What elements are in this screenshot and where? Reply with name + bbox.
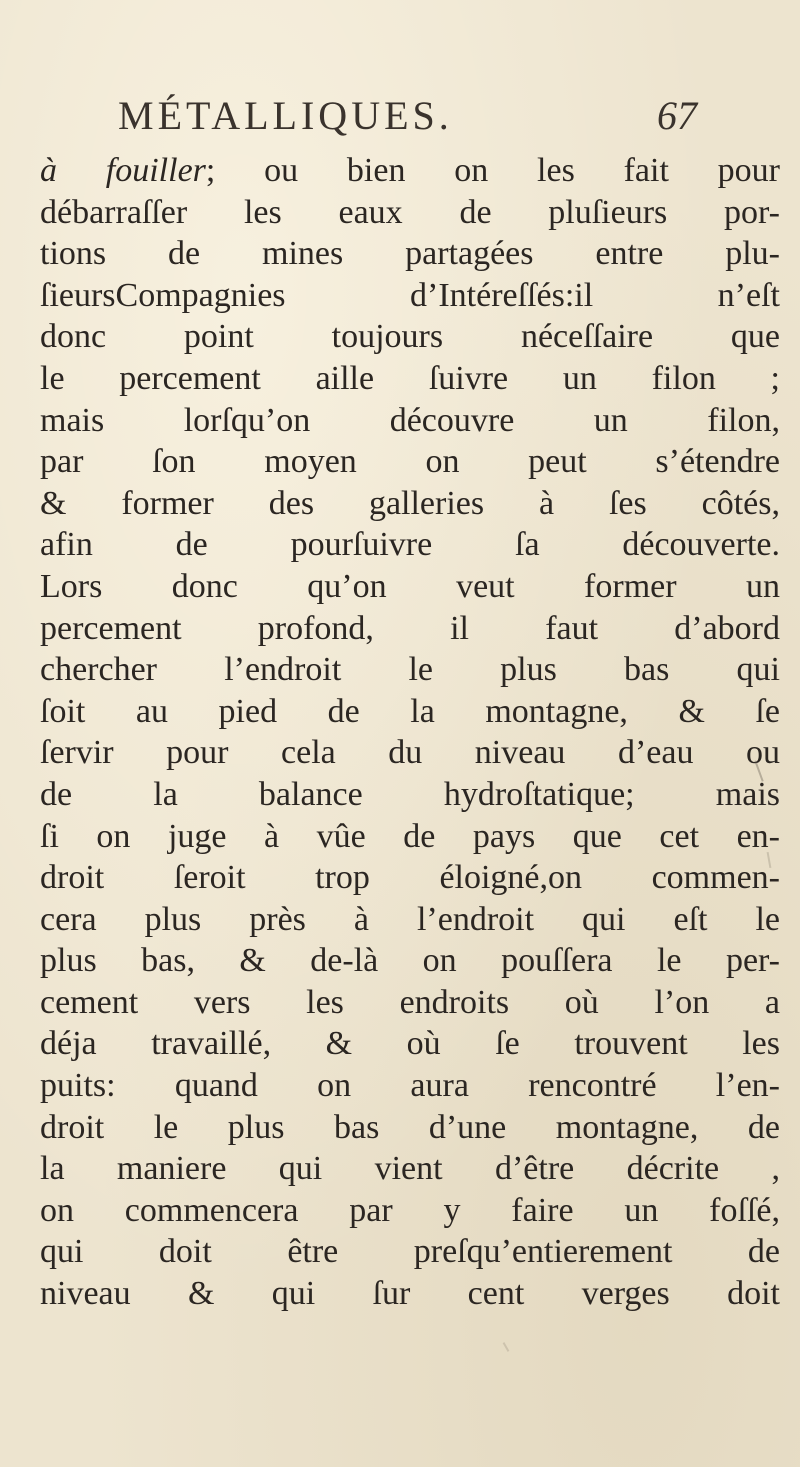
text-line: plus bas, & de-là on pouſſera le per- bbox=[40, 942, 780, 980]
text-line: on commencera par y faire un foſſé, bbox=[40, 1191, 780, 1229]
text-line: la maniere qui vient d’être décrite , bbox=[40, 1150, 780, 1188]
text-line: donc point toujours néceſſaire que bbox=[40, 318, 780, 356]
page-number: 67 bbox=[657, 93, 697, 138]
text-line: tions de mines partagées entre plu- bbox=[40, 235, 780, 273]
text-line: cement vers les endroits où l’on a bbox=[40, 983, 780, 1021]
text-line: qui doit être preſqu’entierement de bbox=[40, 1233, 780, 1271]
text-line: droit le plus bas d’une montagne, de bbox=[40, 1108, 780, 1146]
running-head: MÉTALLIQUES. bbox=[118, 93, 453, 138]
text-line: déja travaillé, & où ſe trouvent les bbox=[40, 1025, 780, 1063]
paper-mark bbox=[503, 1342, 510, 1352]
text-line: de la balance hydroſtatique; mais bbox=[40, 775, 780, 813]
text-line: & former des galleries à ſes côtés, bbox=[40, 484, 780, 522]
text-line: le percement aille ſuivre un filon ; bbox=[40, 359, 780, 397]
text-line: ſoit au pied de la montagne, & ſe bbox=[40, 692, 780, 730]
text-line: chercher l’endroit le plus bas qui bbox=[40, 651, 780, 689]
text-line: droit ſeroit trop éloigné,on commen- bbox=[40, 859, 780, 897]
italic-phrase: à fouiller bbox=[40, 152, 206, 189]
text-line: par ſon moyen on peut s’étendre bbox=[40, 443, 780, 481]
text-line: ſieursCompagnies d’Intéreſſés:il n’eſt bbox=[40, 276, 780, 314]
text-line: Lors donc qu’on veut former un bbox=[40, 567, 780, 605]
text-line: afin de pourſuivre ſa découverte. bbox=[40, 526, 780, 564]
text-line bbox=[40, 150, 780, 192]
page-header bbox=[0, 92, 800, 148]
text-line-rest: ; ou bien on les fait pour bbox=[205, 152, 780, 189]
text-line: ſervir pour cela du niveau d’eau ou bbox=[40, 734, 780, 772]
text-line: percement profond, il faut d’abord bbox=[40, 609, 780, 647]
text-line: débarraſſer les eaux de pluſieurs por- bbox=[40, 193, 780, 231]
text-line: ſi on juge à vûe de pays que cet en- bbox=[40, 817, 780, 855]
text-line: niveau & qui ſur cent verges doit bbox=[40, 1275, 780, 1313]
text-line: mais lorſqu’on découvre un filon, bbox=[40, 401, 780, 439]
text-line: cera plus près à l’endroit qui eſt le bbox=[40, 900, 780, 938]
body-text bbox=[40, 150, 780, 1315]
text-line: puits: quand on aura rencontré l’en- bbox=[40, 1067, 780, 1105]
